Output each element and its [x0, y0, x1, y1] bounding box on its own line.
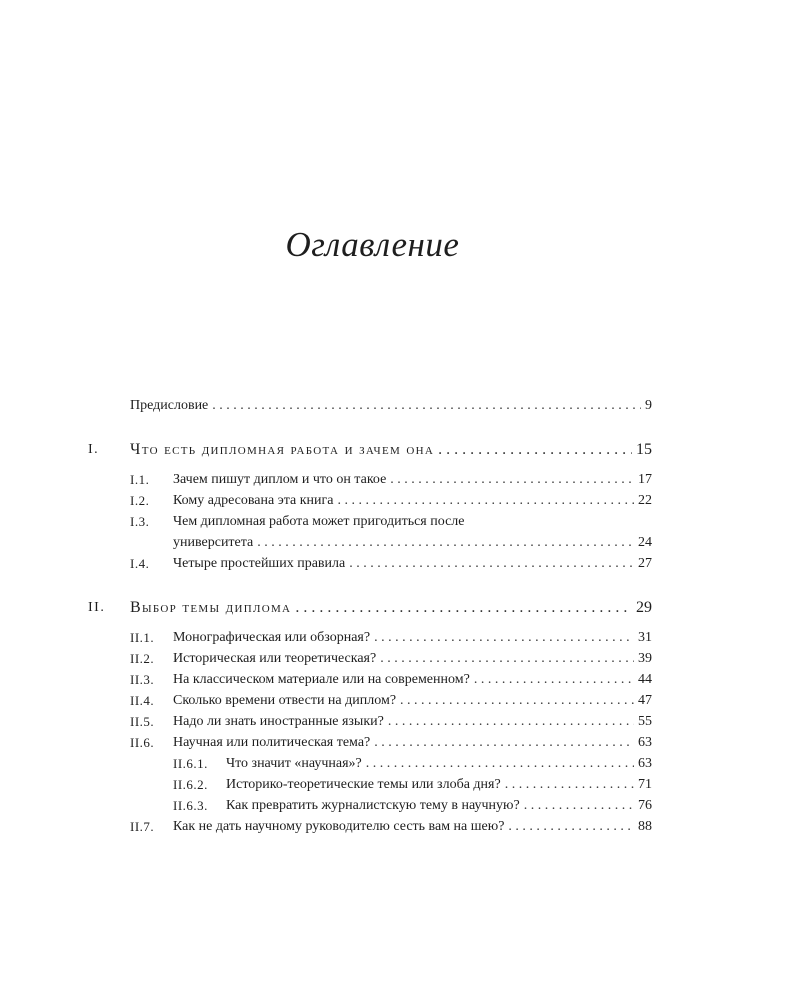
toc-entry-page: 44 — [638, 672, 652, 687]
subsection-number: II.6.1. — [173, 756, 208, 771]
toc-entry-title: Сколько времени отвести на диплом? — [173, 693, 397, 708]
toc-entry-title: Научная или политическая тема? — [173, 735, 371, 750]
toc-entry-title: На классическом материале или на современном? — [173, 672, 470, 687]
page-title: Оглавление — [285, 225, 460, 264]
chapter-number: II. — [88, 600, 106, 615]
toc-entry-page: 71 — [638, 777, 652, 792]
leader-dots — [349, 554, 634, 574]
toc-entry[interactable] — [173, 649, 652, 669]
toc-entry-title: Как превратить журналистскую тему в научную? — [226, 798, 520, 813]
toc-chapter-title: Выбор темы диплома — [130, 599, 292, 616]
toc-entry-page: 17 — [638, 472, 652, 487]
section-number: II.1. — [130, 630, 155, 645]
section-number: II.7. — [130, 819, 155, 834]
toc-entry-page: 55 — [638, 714, 652, 729]
section-number: II.6. — [130, 735, 155, 750]
leader-dots — [524, 796, 634, 816]
toc-entry-page: 39 — [638, 651, 652, 666]
toc-entry-title: Что значит «научная»? — [226, 756, 362, 771]
leader-dots — [400, 691, 634, 711]
leader-dots — [374, 628, 634, 648]
toc-entry-page: 76 — [638, 798, 652, 813]
leader-dots — [295, 598, 632, 618]
toc-entry[interactable] — [173, 733, 652, 753]
section-number: I.4. — [130, 556, 150, 571]
toc-entry[interactable] — [173, 670, 652, 690]
toc-entry-page: 63 — [638, 756, 652, 771]
toc-chapter-2[interactable] — [130, 598, 652, 618]
section-number: II.2. — [130, 651, 155, 666]
leader-dots — [212, 396, 641, 416]
toc-entry-title: Зачем пишут диплом и что он такое — [173, 472, 387, 487]
leader-dots — [380, 649, 634, 669]
toc-entry-title: Историческая или теоретическая? — [173, 651, 377, 666]
toc-entry[interactable] — [173, 470, 652, 490]
toc-entry-title-continued: университета — [173, 535, 254, 550]
toc-entry[interactable] — [173, 554, 652, 574]
toc-entry[interactable] — [173, 533, 652, 553]
toc-chapter-1[interactable] — [130, 440, 652, 460]
toc-chapter-title: Что есть дипломная работа и зачем она — [130, 441, 435, 458]
toc-entry-page: 47 — [638, 693, 652, 708]
toc-entry[interactable] — [173, 691, 652, 711]
leader-dots — [474, 670, 634, 690]
toc-entry[interactable] — [226, 796, 652, 816]
toc-entry-page: 9 — [645, 398, 652, 413]
toc-entry-title: Историко-теоретические темы или злоба дня? — [226, 777, 501, 792]
toc-entry-title: Кому адресована эта книга — [173, 493, 334, 508]
toc-entry[interactable] — [173, 817, 652, 837]
toc-entry-page: 63 — [638, 735, 652, 750]
leader-dots — [257, 533, 634, 553]
section-number: II.4. — [130, 693, 155, 708]
subsection-number: II.6.2. — [173, 777, 208, 792]
toc-entry-page: 24 — [638, 535, 652, 550]
toc-entry-preface[interactable] — [130, 396, 652, 416]
section-number: I.2. — [130, 493, 150, 508]
leader-dots — [438, 440, 632, 460]
section-number: II.3. — [130, 672, 155, 687]
toc-entry[interactable] — [173, 491, 652, 511]
toc-entry[interactable] — [173, 712, 652, 732]
leader-dots — [374, 733, 634, 753]
toc-entry-title: Предисловие — [130, 398, 209, 413]
toc-entry-title: Чем дипломная работа может пригодиться после — [173, 514, 465, 529]
toc-entry-page: 27 — [638, 556, 652, 571]
section-number: I.3. — [130, 514, 150, 529]
toc-chapter-page: 29 — [636, 599, 652, 616]
toc-chapter-page: 15 — [636, 441, 652, 458]
toc-entry-title: Надо ли знать иностранные языки? — [173, 714, 384, 729]
toc-entry[interactable] — [226, 754, 652, 774]
leader-dots — [508, 817, 634, 837]
leader-dots — [388, 712, 634, 732]
toc-entry[interactable] — [226, 775, 652, 795]
leader-dots — [337, 491, 634, 511]
toc-entry[interactable] — [173, 628, 652, 648]
section-number: II.5. — [130, 714, 155, 729]
toc-entry-page: 88 — [638, 819, 652, 834]
section-number: I.1. — [130, 472, 150, 487]
toc-entry-title: Четыре простейших правила — [173, 556, 346, 571]
leader-dots — [390, 470, 634, 490]
leader-dots — [505, 775, 634, 795]
toc-entry-first-line[interactable] — [173, 512, 652, 532]
subsection-number: II.6.3. — [173, 798, 208, 813]
toc-entry-title: Как не дать научному руководителю сесть вам на шею? — [173, 819, 505, 834]
toc-entry-page: 31 — [638, 630, 652, 645]
toc-entry-page: 22 — [638, 493, 652, 508]
chapter-number: I. — [88, 442, 100, 457]
toc-entry-title: Монографическая или обзорная? — [173, 630, 371, 645]
leader-dots — [366, 754, 634, 774]
